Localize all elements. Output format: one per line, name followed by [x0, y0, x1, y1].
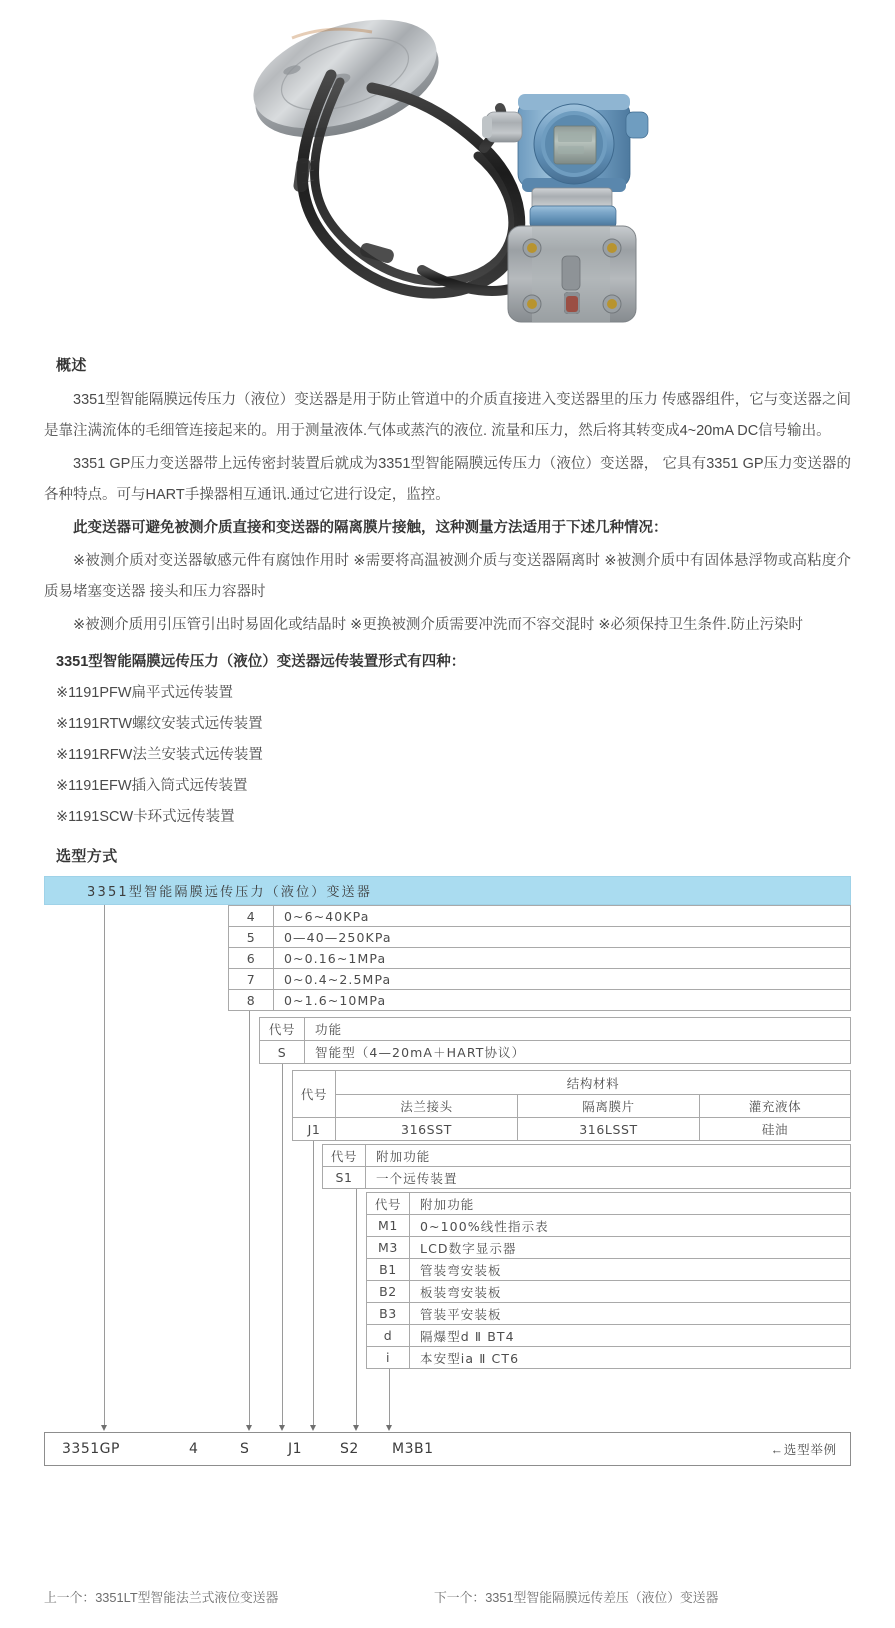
selection-heading: 选型方式 — [56, 848, 118, 865]
addon2-value-2: 管装弯安装板 — [409, 1258, 851, 1281]
example-token-2: S — [240, 1441, 250, 1457]
addon2-code-3: B2 — [366, 1280, 410, 1303]
footer-nav — [0, 1587, 895, 1606]
material-value-fill: 硅油 — [699, 1117, 851, 1141]
range-code-3: 7 — [228, 968, 274, 990]
function-header-code: 代号 — [259, 1017, 305, 1041]
next-title[interactable]: 3351型智能隔膜远传差压（液位）变送器 — [485, 1590, 719, 1605]
material-value-flange: 316SST — [335, 1117, 518, 1141]
form-item-0: ※1191PFW扁平式远传装置 — [56, 685, 234, 701]
range-code-0: 4 — [228, 905, 274, 927]
material-col-fill: 灌充液体 — [699, 1094, 851, 1118]
function-code-0: S — [259, 1040, 305, 1064]
material-code-0: J1 — [292, 1117, 336, 1141]
addon1-code-0: S1 — [322, 1166, 366, 1189]
range-value-4: 0~1.6~10MPa — [273, 989, 851, 1011]
arrowhead-range — [246, 1425, 252, 1431]
next-link[interactable] — [434, 1587, 851, 1606]
addon1-header-code: 代号 — [322, 1144, 366, 1167]
addon1-header-name: 附加功能 — [365, 1144, 851, 1167]
material-value-diaphragm: 316LSST — [517, 1117, 700, 1141]
prev-label: 上一个： — [44, 1590, 96, 1605]
next-label: 下一个： — [434, 1590, 486, 1605]
addon2-value-4: 管装平安装板 — [409, 1302, 851, 1325]
addon2-value-6: 本安型ia Ⅱ CT6 — [409, 1346, 851, 1369]
example-token-3: J1 — [288, 1441, 303, 1457]
addon2-code-2: B1 — [366, 1258, 410, 1281]
addon1-value-0: 一个远传装置 — [365, 1166, 851, 1189]
example-note: ←选型举例 — [770, 1443, 837, 1457]
material-col-diaphragm: 隔离膜片 — [517, 1094, 700, 1118]
connector-stub-addon1 — [356, 1189, 357, 1426]
addon2-value-1: LCD数字显示器 — [409, 1236, 851, 1259]
addon2-header-code: 代号 — [366, 1192, 410, 1215]
article-content — [0, 354, 895, 866]
example-token-0: 3351GP — [62, 1441, 120, 1457]
selection-title-bar: 3351型智能隔膜远传压力（液位）变送器 — [44, 876, 851, 905]
condition-line-2: ※被测介质用引压管引出时易固化或结晶时 ※更换被测介质需要冲洗而不容交混时 ※必须保持卫生条件.防止污染时 — [73, 617, 804, 633]
addon2-code-5: d — [366, 1324, 410, 1347]
range-code-4: 8 — [228, 989, 274, 1011]
selection-table — [44, 876, 851, 1476]
range-code-1: 5 — [228, 926, 274, 948]
addon2-header-name: 附加功能 — [409, 1192, 851, 1215]
overview-bold-lead: 此变送器可避免被测介质直接和变送器的隔离膜片接触，这种测量方法适用于下述几种情况： — [73, 520, 668, 536]
overview-heading: 概述 — [56, 357, 87, 374]
addon2-value-3: 板装弯安装板 — [409, 1280, 851, 1303]
form-item-4: ※1191SCW卡环式远传装置 — [56, 809, 235, 825]
range-code-2: 6 — [228, 947, 274, 969]
function-header-name: 功能 — [304, 1017, 851, 1041]
addon2-value-0: 0~100%线性指示表 — [409, 1214, 851, 1237]
product-image — [232, 8, 652, 333]
range-value-2: 0~0.16~1MPa — [273, 947, 851, 969]
addon2-code-4: B3 — [366, 1302, 410, 1325]
connector-stub-model — [104, 905, 105, 1426]
range-value-0: 0~6~40KPa — [273, 905, 851, 927]
arrowhead-addon1 — [353, 1425, 359, 1431]
forms-heading: 3351型智能隔膜远传压力（液位）变送器远传装置形式有四种： — [56, 654, 466, 670]
example-token-5: M3B1 — [392, 1441, 434, 1457]
prev-link[interactable] — [44, 1587, 434, 1606]
form-item-3: ※1191EFW插入筒式远传装置 — [56, 778, 248, 794]
overview-paragraph-1: 3351型智能隔膜远传压力（液位）变送器是用于防止管道中的介质直接进入变送器里的压力 传感器组件，它与变送器之间是靠注满流体的毛细管连接起来的。用于测量液体.气体或蒸汽的液位. 流量和压力，然后将其转变成4~20mA DC信号输出。 — [44, 392, 851, 439]
example-token-1: 4 — [189, 1441, 199, 1457]
function-value-0: 智能型（4—20mA＋HART协议） — [304, 1040, 851, 1064]
form-item-1: ※1191RTW螺纹安装式远传装置 — [56, 716, 263, 732]
addon2-code-6: i — [366, 1346, 410, 1369]
arrowhead-addon2 — [386, 1425, 392, 1431]
range-value-1: 0—40—250KPa — [273, 926, 851, 948]
condition-line-1: ※被测介质对变送器敏感元件有腐蚀作用时 ※需要将高温被测介质与变送器隔离时 ※被测介质中有固体悬浮物或高粘度介质易堵塞变送器 接头和压力容器时 — [44, 553, 851, 600]
arrowhead-material — [310, 1425, 316, 1431]
range-value-3: 0~0.4~2.5MPa — [273, 968, 851, 990]
form-item-2: ※1191RFW法兰安装式远传装置 — [56, 747, 263, 763]
example-row — [44, 1432, 851, 1466]
diaphragm-flange-icon — [240, 8, 452, 158]
overview-paragraph-2: 3351 GP压力变送器带上远传密封装置后就成为3351型智能隔膜远传压力（液位）变送器， 它具有3351 GP压力变送器的各种特点。可与HART手操器相互通讯.通过它进行设定，监控。 — [44, 456, 851, 503]
connector-stub-function — [282, 1064, 283, 1426]
connector-stub-range — [249, 1011, 250, 1426]
connector-stub-addon2 — [389, 1369, 390, 1426]
product-photo-area — [0, 0, 895, 340]
material-header-code: 代号 — [292, 1070, 336, 1118]
material-group-title: 结构材料 — [335, 1070, 851, 1095]
addon2-value-5: 隔爆型d Ⅱ BT4 — [409, 1324, 851, 1347]
connector-stub-material — [313, 1141, 314, 1426]
prev-title[interactable]: 3351LT型智能法兰式液位变送器 — [95, 1590, 279, 1605]
addon2-code-0: M1 — [366, 1214, 410, 1237]
material-col-flange: 法兰接头 — [335, 1094, 518, 1118]
sensor-body-icon — [508, 226, 636, 322]
addon2-code-1: M3 — [366, 1236, 410, 1259]
arrowhead-function — [279, 1425, 285, 1431]
example-token-4: S2 — [340, 1441, 359, 1457]
arrowhead-model — [101, 1425, 107, 1431]
